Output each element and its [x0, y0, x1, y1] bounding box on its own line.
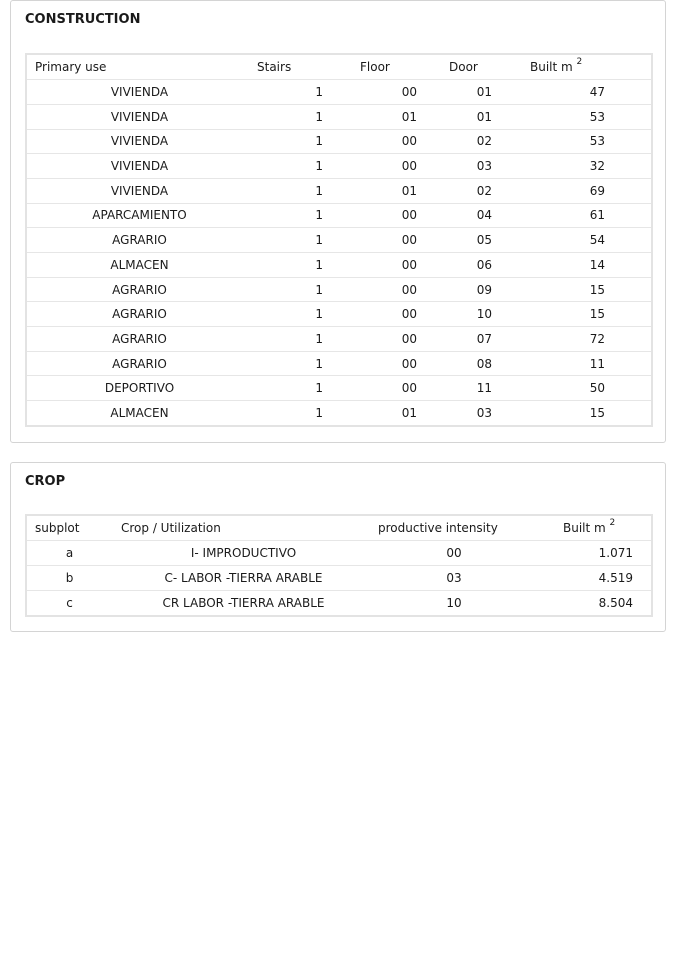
cell-stairs: 1 — [252, 302, 347, 327]
cell-door: 01 — [437, 104, 520, 129]
cell-door: 11 — [437, 376, 520, 401]
construction-row — [27, 277, 651, 302]
cell-primary-use: AGRARIO — [27, 351, 252, 376]
cell-built: 61 — [520, 203, 651, 228]
cell-stairs: 1 — [252, 80, 347, 105]
cell-primary-use: VIVIENDA — [27, 178, 252, 203]
header-crop-built-sup: 2 — [609, 518, 616, 529]
cell-stairs: 1 — [252, 203, 347, 228]
cell-crop-built: 8.504 — [598, 595, 633, 610]
construction-row — [27, 302, 651, 327]
cell-built: 15 — [520, 302, 651, 327]
cell-door: 07 — [437, 327, 520, 352]
cell-stairs: 1 — [252, 178, 347, 203]
cell-built: 54 — [520, 228, 651, 253]
cell-utilization: C- LABOR -TIERRA ARABLE — [112, 565, 375, 590]
cell-door: 02 — [437, 178, 520, 203]
cell-subplot: a — [27, 541, 112, 566]
cell-floor: 00 — [347, 129, 437, 154]
cell-stairs: 1 — [252, 277, 347, 302]
cell-floor: 01 — [401, 406, 417, 421]
cell-primary-use: AGRARIO — [27, 302, 252, 327]
header-built-sup: 2 — [576, 57, 583, 68]
cell-built: 53 — [520, 129, 651, 154]
header-primary-use: Primary use — [27, 55, 252, 80]
cell-primary-use: AGRARIO — [27, 228, 252, 253]
crop-row — [27, 541, 651, 566]
crop-header-row — [27, 516, 651, 541]
cell-primary-use: VIVIENDA — [27, 80, 252, 105]
header-crop-built-label: Built m — [563, 521, 606, 536]
cell-floor: 00 — [347, 376, 437, 401]
cell-primary-use: DEPORTIVO — [27, 376, 252, 401]
cell-floor: 00 — [347, 253, 437, 278]
construction-rows — [27, 80, 651, 426]
cell-door: 05 — [437, 228, 520, 253]
cell-door: 03 — [476, 406, 492, 421]
construction-row — [27, 154, 651, 179]
construction-row — [27, 351, 651, 376]
cell-door: 09 — [437, 277, 520, 302]
construction-row — [27, 129, 651, 154]
construction-row — [27, 104, 651, 129]
cell-floor: 00 — [347, 228, 437, 253]
cell-door: 04 — [437, 203, 520, 228]
crop-rows — [27, 541, 651, 615]
header-built-label: Built m — [530, 60, 573, 75]
crop-table-wrapper — [25, 514, 653, 617]
cell-built: 72 — [520, 327, 651, 352]
cell-door: 03 — [437, 154, 520, 179]
cell-floor: 00 — [347, 203, 437, 228]
construction-row — [27, 401, 651, 426]
cell-built: 32 — [520, 154, 651, 179]
cell-floor: 00 — [347, 327, 437, 352]
cell-stairs: 1 — [252, 228, 347, 253]
header-utilization: Crop / Utilization — [112, 516, 375, 541]
construction-table — [27, 55, 651, 425]
cell-primary-use: VIVIENDA — [27, 104, 252, 129]
header-floor: Floor — [347, 55, 437, 80]
construction-row — [27, 203, 651, 228]
cell-built: 14 — [520, 253, 651, 278]
cell-built: 47 — [520, 80, 651, 105]
cell-floor: 01 — [347, 104, 437, 129]
cell-subplot: b — [27, 565, 112, 590]
cell-stairs: 1 — [252, 327, 347, 352]
cell-primary-use: ALMACEN — [27, 253, 252, 278]
construction-panel — [10, 0, 666, 443]
cell-built: 53 — [520, 104, 651, 129]
header-subplot: subplot — [27, 516, 112, 541]
cell-door: 10 — [437, 302, 520, 327]
cell-intensity: 03 — [375, 565, 521, 590]
cell-stairs: 1 — [252, 351, 347, 376]
construction-row — [27, 178, 651, 203]
construction-table-wrapper — [25, 53, 653, 427]
cell-intensity: 10 — [446, 595, 462, 610]
header-crop-built — [521, 516, 651, 541]
cell-floor: 00 — [347, 277, 437, 302]
cell-stairs: 1 — [252, 253, 347, 278]
cell-stairs: 1 — [315, 406, 323, 421]
cell-primary-use: VIVIENDA — [27, 154, 252, 179]
construction-row — [27, 80, 651, 105]
cell-primary-use: ALMACEN — [110, 406, 169, 421]
cell-stairs: 1 — [252, 104, 347, 129]
construction-row — [27, 253, 651, 278]
cell-crop-built: 1.071 — [521, 541, 651, 566]
cell-floor: 00 — [347, 302, 437, 327]
crop-title: CROP — [25, 474, 66, 489]
construction-header-row — [27, 55, 651, 80]
cell-utilization: CR LABOR -TIERRA ARABLE — [162, 595, 325, 610]
header-built — [520, 55, 651, 80]
cell-primary-use: AGRARIO — [27, 327, 252, 352]
header-stairs: Stairs — [252, 55, 347, 80]
construction-row — [27, 376, 651, 401]
cell-utilization: I- IMPRODUCTIVO — [112, 541, 375, 566]
cell-built: 50 — [520, 376, 651, 401]
crop-row — [27, 565, 651, 590]
header-intensity: productive intensity — [375, 516, 521, 541]
crop-row — [27, 590, 651, 615]
cell-primary-use: AGRARIO — [27, 277, 252, 302]
cell-floor: 00 — [347, 154, 437, 179]
cell-door: 02 — [437, 129, 520, 154]
construction-row — [27, 228, 651, 253]
header-door: Door — [437, 55, 520, 80]
cell-floor: 01 — [347, 178, 437, 203]
cell-floor: 00 — [347, 80, 437, 105]
cell-stairs: 1 — [252, 129, 347, 154]
construction-row — [27, 327, 651, 352]
cell-subplot: c — [66, 595, 73, 610]
cell-door: 01 — [437, 80, 520, 105]
crop-table — [27, 516, 651, 615]
construction-title: CONSTRUCTION — [25, 12, 141, 27]
cell-crop-built: 4.519 — [521, 565, 651, 590]
crop-panel — [10, 462, 666, 632]
cell-intensity: 00 — [375, 541, 521, 566]
cell-built: 69 — [520, 178, 651, 203]
cell-built: 15 — [589, 406, 605, 421]
cell-built: 15 — [520, 277, 651, 302]
cell-stairs: 1 — [252, 376, 347, 401]
cell-primary-use: VIVIENDA — [27, 129, 252, 154]
cell-primary-use: APARCAMIENTO — [27, 203, 252, 228]
cell-stairs: 1 — [252, 154, 347, 179]
cell-door: 08 — [437, 351, 520, 376]
cell-built: 11 — [520, 351, 651, 376]
cell-floor: 00 — [347, 351, 437, 376]
cell-door: 06 — [437, 253, 520, 278]
